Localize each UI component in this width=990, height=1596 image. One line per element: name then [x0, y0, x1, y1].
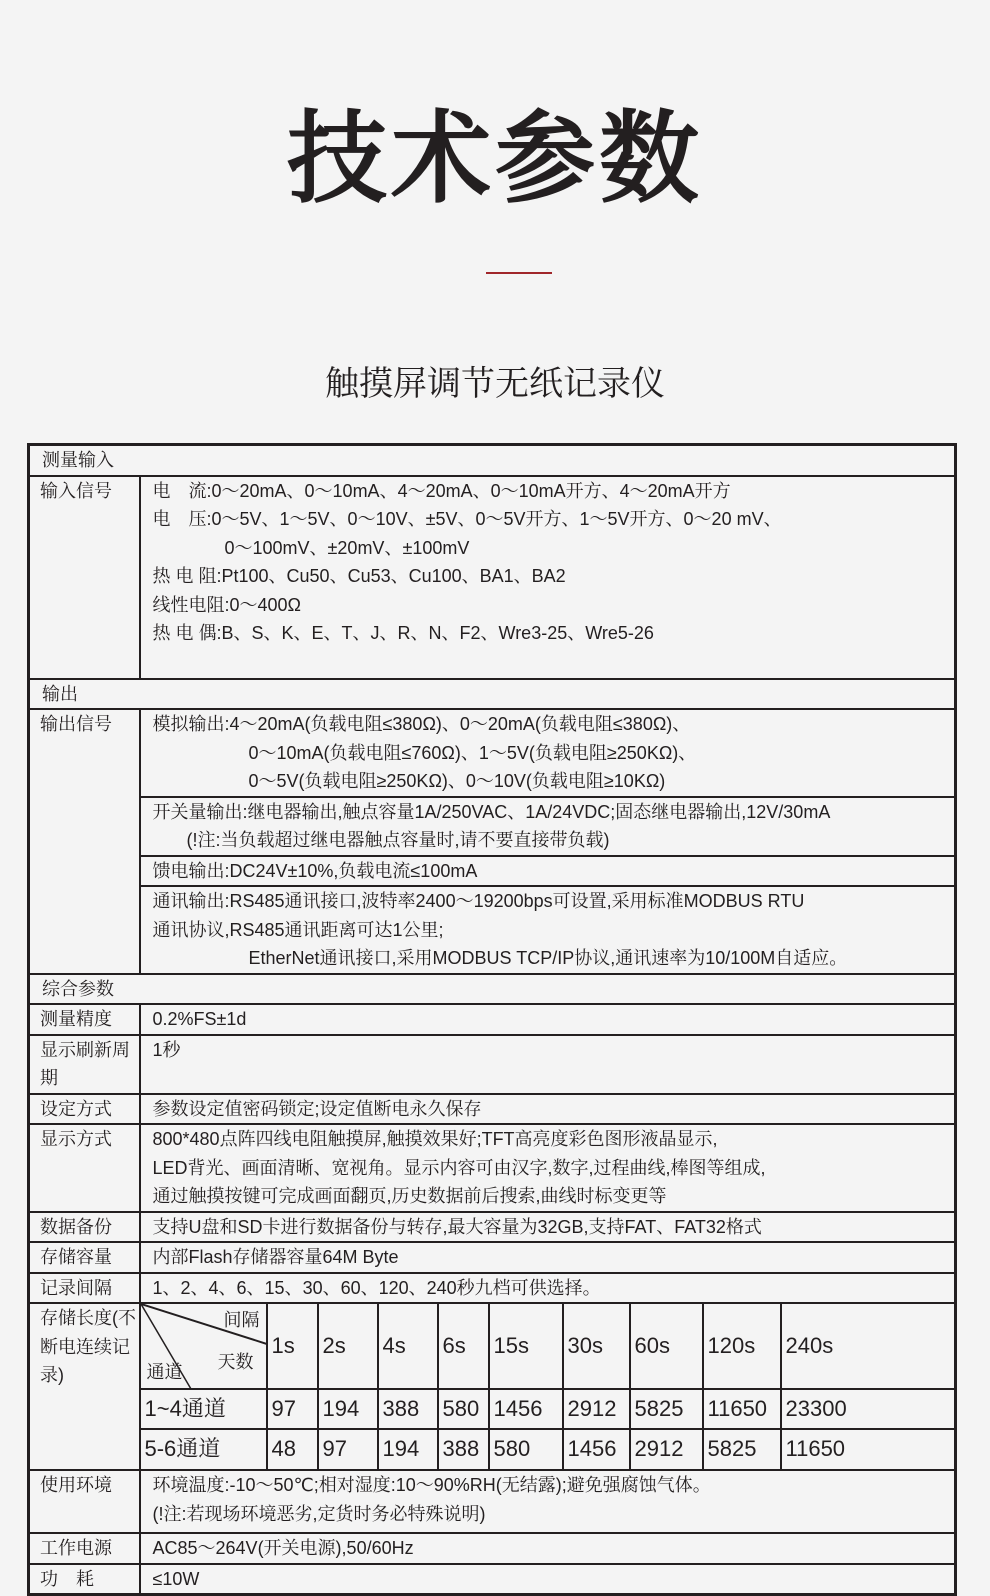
spec-line: 通过触摸按键可完成画面翻页,历史数据前后搜索,曲线时标变更等 [152, 1186, 667, 1206]
section-output: 输出 [29, 679, 956, 710]
storage-days-cell: 97 [318, 1429, 378, 1469]
interval-header: 240s [781, 1304, 955, 1389]
input-signal-value [140, 476, 956, 679]
storage-label: 存储长度(不断电连续记录) [29, 1303, 140, 1470]
storage-days-cell: 1456 [563, 1429, 630, 1469]
environment-label: 使用环境 [29, 1470, 140, 1533]
consumption-value: ≤10W [140, 1564, 956, 1595]
spec-line: LED背光、画面清晰、宽视角。显示内容可由汉字,数字,过程曲线,棒图等组成, [152, 1157, 766, 1178]
storage-table [141, 1304, 955, 1469]
refresh-label: 显示刷新周期 [29, 1035, 140, 1094]
title-divider [486, 272, 552, 274]
storage-days-cell: 580 [438, 1389, 489, 1429]
setting-label: 设定方式 [29, 1094, 140, 1125]
storage-days-cell: 11650 [703, 1389, 781, 1429]
corner-days: 天数 [217, 1352, 254, 1372]
setting-value: 参数设定值密码锁定;设定值断电永久保存 [140, 1094, 956, 1125]
spec-line: 0～10mA(负载电阻≤760Ω)、1～5V(负载电阻≥250KΩ)、 [248, 742, 697, 763]
storage-days-cell: 11650 [781, 1429, 955, 1469]
storage-days-cell: 2912 [630, 1429, 703, 1469]
corner-channel: 通道 [146, 1362, 183, 1382]
storage-days-cell: 388 [378, 1389, 438, 1429]
display-value [140, 1124, 956, 1212]
consumption-label: 功 耗 [29, 1564, 140, 1595]
channel-label: 5-6通道 [141, 1429, 267, 1469]
capacity-label: 存储容量 [29, 1242, 140, 1273]
storage-days-cell: 5825 [703, 1429, 781, 1469]
spec-line: 电 流:0～20mA、0～10mA、4～20mA、0～10mA开方、4～20mA开方 [152, 480, 731, 501]
refresh-value: 1秒 [140, 1035, 956, 1094]
backup-value: 支持U盘和SD卡进行数据备份与转存,最大容量为32GB,支持FAT、FAT32格式 [140, 1212, 956, 1243]
switch-output [140, 797, 956, 856]
input-signal-label: 输入信号 [29, 476, 140, 679]
storage-days-cell: 23300 [781, 1389, 955, 1429]
accuracy-value: 0.2%FS±1d [140, 1004, 956, 1035]
storage-days-cell: 48 [267, 1429, 318, 1469]
storage-days-cell: 97 [267, 1389, 318, 1429]
storage-days-cell: 580 [489, 1429, 563, 1469]
section-input: 测量输入 [29, 445, 956, 476]
storage-days-cell: 194 [318, 1389, 378, 1429]
spec-line: 电 压:0～5V、1～5V、0～10V、±5V、0～5V开方、1～5V开方、0～20 mV、 [152, 509, 782, 529]
interval-header: 1s [267, 1304, 318, 1389]
interval-header: 30s [563, 1304, 630, 1389]
comm-output [140, 886, 956, 974]
spec-line: 通讯输出:RS485通讯接口,波特率2400～19200bps可设置,采用标准MODBUS RTU [152, 891, 805, 911]
spec-line: 0～5V(负载电阻≥250KΩ)、0～10V(负载电阻≥10KΩ) [248, 771, 666, 791]
interval-header: 15s [489, 1304, 563, 1389]
spec-line: 热 电 阻:Pt100、Cu50、Cu53、Cu100、BA1、BA2 [152, 566, 566, 586]
spec-line: 线性电阻:0～400Ω [152, 594, 301, 615]
page-title: 技术参数 [287, 103, 703, 215]
interval-label: 记录间隔 [29, 1273, 140, 1304]
spec-line: 0～100mV、±20mV、±100mV [224, 537, 470, 558]
spec-line: 800*480点阵四线电阻触摸屏,触摸效果好;TFT高亮度彩色图形液晶显示, [152, 1129, 718, 1149]
storage-days-cell: 2912 [563, 1389, 630, 1429]
environment-value [140, 1470, 956, 1533]
storage-corner [141, 1304, 267, 1389]
spec-table [27, 443, 957, 1596]
section-general: 综合参数 [29, 974, 956, 1005]
accuracy-label: 测量精度 [29, 1004, 140, 1035]
spec-line: (!注:若现场环境恶劣,定货时务必特殊说明) [152, 1503, 486, 1524]
spec-line: 热 电 偶:B、S、K、E、T、J、R、N、F2、Wre3-25、Wre5-26 [152, 623, 654, 643]
channel-label: 1~4通道 [141, 1389, 267, 1429]
spec-line: EtherNet通讯接口,采用MODBUS TCP/IP协议,通讯速率为10/100M自适应。 [248, 948, 848, 968]
backup-label: 数据备份 [29, 1212, 140, 1243]
power-value: AC85～264V(开关电源),50/60Hz [140, 1533, 956, 1564]
spec-line: 环境温度:-10～50℃;相对湿度:10～90%RH(无结露);避免强腐蚀气体。 [152, 1475, 711, 1495]
display-label: 显示方式 [29, 1124, 140, 1212]
storage-days-cell: 1456 [489, 1389, 563, 1429]
spec-line: (!注:当负载超过继电器触点容量时,请不要直接带负载) [186, 830, 610, 850]
interval-header: 2s [318, 1304, 378, 1389]
output-signal-label: 输出信号 [29, 709, 140, 974]
storage-table-cell [140, 1303, 956, 1470]
power-label: 工作电源 [29, 1533, 140, 1564]
interval-header: 4s [378, 1304, 438, 1389]
product-name: 触摸屏调节无纸记录仪 [325, 365, 665, 403]
spec-line: 开关量输出:继电器输出,触点容量1A/250VAC、1A/24VDC;固态继电器输出,12V/30mA [152, 801, 831, 822]
interval-value: 1、2、4、6、15、30、60、120、240秒九档可供选择。 [140, 1273, 956, 1304]
feed-output: 馈电输出:DC24V±10%,负载电流≤100mA [140, 856, 956, 887]
interval-header: 6s [438, 1304, 489, 1389]
spec-line: 通讯协议,RS485通讯距离可达1公里; [152, 919, 444, 940]
corner-interval: 间隔 [223, 1310, 260, 1330]
analog-output [140, 709, 956, 797]
storage-days-cell: 5825 [630, 1389, 703, 1429]
storage-days-cell: 194 [378, 1429, 438, 1469]
interval-header: 120s [703, 1304, 781, 1389]
capacity-value: 内部Flash存储器容量64M Byte [140, 1242, 956, 1273]
interval-header: 60s [630, 1304, 703, 1389]
storage-days-cell: 388 [438, 1429, 489, 1469]
spec-line: 模拟输出:4～20mA(负载电阻≤380Ω)、0～20mA(负载电阻≤380Ω)、 [152, 714, 691, 734]
